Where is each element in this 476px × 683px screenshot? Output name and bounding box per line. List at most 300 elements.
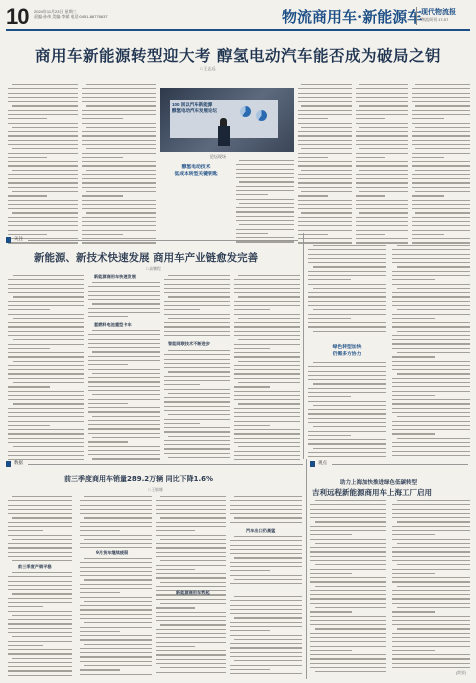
text-line — [8, 365, 84, 366]
text-line — [230, 575, 302, 576]
text-line — [397, 352, 470, 353]
text-line — [356, 118, 385, 119]
text-line — [164, 423, 200, 424]
text-line — [392, 654, 470, 655]
focus-col-4 — [234, 275, 300, 460]
text-line — [238, 403, 300, 404]
column-divider — [303, 233, 304, 459]
text-line — [156, 663, 226, 664]
text-line — [392, 421, 470, 422]
text-line — [88, 450, 160, 451]
text-line — [301, 191, 352, 192]
text-line — [397, 628, 470, 629]
text-line — [12, 105, 78, 106]
text-line — [230, 600, 302, 601]
text-line — [392, 646, 470, 647]
text-line — [88, 399, 160, 400]
text-line — [412, 195, 444, 196]
section-rule — [28, 464, 303, 465]
text-line — [234, 292, 300, 293]
text-line — [164, 279, 230, 280]
text-line — [8, 165, 78, 166]
text-line — [315, 564, 386, 565]
text-line — [8, 619, 72, 620]
text-line — [412, 153, 470, 154]
text-line — [8, 322, 84, 323]
text-line — [13, 339, 84, 340]
text-line — [156, 547, 226, 548]
text-line — [310, 603, 386, 604]
text-line — [356, 93, 408, 94]
text-line — [308, 396, 351, 397]
text-line — [160, 560, 226, 561]
text-line — [313, 426, 386, 427]
text-line — [392, 633, 470, 634]
text-line — [238, 361, 300, 362]
text-line — [298, 208, 352, 209]
text-line — [412, 204, 470, 205]
text-line — [310, 556, 386, 557]
text-line — [88, 299, 160, 300]
text-line — [234, 557, 302, 558]
text-line — [234, 438, 300, 439]
text-line — [156, 633, 226, 634]
text-line — [236, 207, 294, 208]
text-line — [88, 339, 160, 340]
text-line — [13, 296, 84, 297]
text-line — [310, 530, 386, 531]
text-line — [84, 622, 152, 623]
text-line — [8, 356, 84, 357]
text-line — [415, 105, 470, 106]
text-line — [308, 435, 351, 436]
text-line — [298, 114, 352, 115]
text-line — [12, 560, 72, 561]
text-line — [80, 652, 152, 653]
text-line — [310, 624, 386, 625]
text-line — [8, 451, 84, 452]
text-line — [230, 553, 302, 554]
text-line — [397, 543, 470, 544]
text-line — [310, 654, 386, 655]
text-line — [8, 88, 78, 89]
text-line — [298, 225, 352, 226]
text-line — [236, 211, 294, 212]
text-line — [156, 607, 195, 608]
text-line — [356, 144, 408, 145]
text-line — [397, 586, 470, 587]
text-line — [308, 409, 386, 410]
text-line — [8, 140, 78, 141]
text-line — [82, 178, 156, 179]
text-line — [298, 153, 352, 154]
text-line — [236, 173, 294, 174]
text-line — [392, 262, 470, 263]
text-line — [392, 442, 470, 443]
text-line — [156, 672, 226, 673]
text-line — [412, 101, 470, 102]
text-line — [308, 314, 386, 315]
text-line — [230, 509, 302, 510]
podium — [218, 126, 230, 146]
text-line — [8, 208, 78, 209]
text-line — [92, 394, 160, 395]
text-line — [392, 504, 470, 505]
text-line — [8, 598, 72, 599]
text-line — [8, 455, 84, 456]
text-line — [356, 242, 408, 243]
text-line — [12, 517, 72, 518]
text-line — [164, 331, 230, 332]
text-line — [8, 395, 84, 396]
text-line — [164, 401, 230, 402]
text-line — [12, 170, 78, 171]
text-line — [230, 605, 302, 606]
text-line — [12, 615, 72, 616]
section-label-text: 关注 — [14, 236, 23, 241]
text-line — [92, 351, 160, 352]
text-line — [156, 552, 226, 553]
text-line — [8, 429, 84, 430]
text-line — [356, 135, 408, 136]
text-line — [86, 148, 156, 149]
text-line — [392, 590, 470, 591]
text-line — [412, 161, 470, 162]
text-line — [356, 88, 408, 89]
text-line — [84, 579, 152, 580]
text-line — [8, 131, 78, 132]
text-line — [92, 330, 160, 331]
text-line — [236, 229, 294, 230]
text-line — [298, 144, 352, 145]
text-line — [230, 673, 302, 674]
photo-screen-text: 100 回以汽车新能源 醇氢电动汽车发展论坛 — [172, 102, 217, 113]
text-line — [8, 348, 50, 349]
text-line — [8, 581, 72, 582]
section-marker — [6, 237, 11, 243]
pie-graphic — [240, 106, 251, 117]
text-line — [415, 212, 470, 213]
text-line — [13, 382, 84, 383]
text-line — [359, 170, 408, 171]
text-line — [168, 318, 230, 319]
data-byline: □ 王敏娜 — [148, 488, 163, 492]
text-line — [356, 234, 385, 235]
text-line — [164, 419, 230, 420]
text-line — [412, 178, 470, 179]
text-line — [412, 187, 470, 188]
text-line — [412, 165, 470, 166]
text-line — [230, 622, 302, 623]
text-line — [392, 348, 470, 349]
text-line — [88, 364, 128, 365]
text-line — [156, 509, 226, 510]
text-line — [8, 606, 43, 607]
text-line — [308, 431, 386, 432]
text-line — [80, 505, 152, 506]
text-line — [412, 174, 470, 175]
text-line — [82, 200, 156, 201]
text-line — [238, 275, 300, 276]
text-line — [82, 118, 123, 119]
text-line — [230, 613, 302, 614]
text-line — [92, 416, 160, 417]
text-line — [392, 322, 470, 323]
text-line — [84, 601, 152, 602]
text-line — [164, 453, 230, 454]
text-line — [8, 344, 84, 345]
text-line — [234, 288, 300, 289]
text-line — [234, 496, 302, 497]
text-line — [412, 157, 444, 158]
text-line — [313, 331, 386, 332]
data-col-2a — [80, 496, 152, 548]
lead-col-2 — [82, 84, 156, 244]
text-line — [8, 442, 84, 443]
text-line — [234, 455, 300, 456]
text-line — [397, 607, 470, 608]
text-line — [88, 295, 160, 296]
text-line — [82, 140, 156, 141]
text-line — [84, 644, 152, 645]
text-line — [310, 633, 386, 634]
text-line — [356, 114, 408, 115]
text-line — [412, 93, 470, 94]
text-line — [415, 170, 470, 171]
text-line — [392, 446, 470, 447]
text-line — [8, 93, 78, 94]
photo-caption: 论坛现场 — [210, 154, 226, 159]
text-line — [8, 602, 72, 603]
column-divider — [306, 459, 307, 679]
text-line — [412, 144, 470, 145]
text-line — [310, 517, 386, 518]
text-line — [164, 427, 230, 428]
data-col-1b — [8, 572, 72, 676]
text-line — [230, 652, 302, 653]
text-line — [392, 335, 470, 336]
text-line — [308, 275, 386, 276]
text-line — [88, 360, 160, 361]
data-col-4a — [230, 496, 302, 526]
text-line — [412, 225, 470, 226]
text-line — [168, 414, 230, 415]
text-line — [234, 352, 300, 353]
text-line — [392, 258, 470, 259]
text-line — [164, 288, 230, 289]
text-line — [230, 522, 302, 523]
text-line — [82, 208, 156, 209]
text-line — [359, 127, 408, 128]
text-line — [82, 161, 156, 162]
text-line — [88, 286, 160, 287]
text-line — [80, 609, 152, 610]
text-line — [301, 148, 352, 149]
text-line — [356, 182, 408, 183]
text-line — [397, 438, 470, 439]
text-line — [392, 361, 470, 362]
editor-line: 责编:孙伟 美编:李斌 电话:0451-86776637 — [34, 14, 108, 19]
text-line — [392, 292, 470, 293]
text-line — [80, 656, 152, 657]
text-line — [8, 662, 72, 663]
text-line — [160, 517, 226, 518]
text-line — [298, 195, 328, 196]
text-line — [8, 675, 72, 676]
pull-quote-1: 醇氢电动技术 低成本转型关键钥匙 — [174, 165, 218, 177]
data-sub-2: 前三季度产销平稳 — [18, 564, 52, 569]
text-line — [308, 249, 386, 250]
text-line — [392, 254, 470, 255]
text-line — [92, 437, 160, 438]
text-line — [8, 114, 78, 115]
text-line — [298, 97, 352, 98]
text-line — [164, 440, 230, 441]
text-line — [80, 526, 152, 527]
text-line — [392, 433, 435, 434]
text-line — [8, 153, 78, 154]
text-line — [8, 174, 78, 175]
text-line — [156, 650, 226, 651]
text-line — [168, 436, 230, 437]
text-line — [315, 607, 386, 608]
text-line — [392, 637, 470, 638]
text-line — [84, 539, 152, 540]
text-line — [392, 526, 470, 527]
text-line — [356, 140, 408, 141]
text-line — [160, 496, 226, 497]
text-line — [397, 500, 470, 501]
data-col-3 — [156, 496, 226, 676]
text-line — [8, 438, 84, 439]
text-line — [230, 545, 302, 546]
text-line — [234, 386, 270, 387]
text-line — [82, 230, 156, 231]
section-label-view — [310, 459, 470, 468]
text-line — [8, 576, 72, 577]
text-line — [412, 131, 470, 132]
text-line — [234, 365, 300, 366]
text-line — [8, 335, 84, 336]
text-line — [164, 410, 230, 411]
text-line — [8, 585, 72, 586]
text-line — [301, 84, 352, 85]
text-line — [239, 224, 294, 225]
text-line — [82, 114, 156, 115]
text-line — [234, 309, 270, 310]
view-col-2 — [392, 500, 470, 668]
text-line — [8, 399, 84, 400]
text-line — [310, 513, 386, 514]
text-line — [392, 517, 470, 518]
text-line — [392, 279, 435, 280]
text-line — [310, 658, 386, 659]
text-line — [310, 598, 386, 599]
text-line — [88, 316, 128, 317]
text-line — [308, 292, 386, 293]
right-col-1a — [308, 245, 386, 333]
text-line — [310, 667, 386, 668]
lead-col-1 — [8, 84, 78, 244]
text-line — [8, 369, 84, 370]
text-line — [392, 429, 470, 430]
text-line — [82, 182, 156, 183]
text-line — [88, 428, 160, 429]
text-line — [88, 420, 160, 421]
text-line — [392, 551, 470, 552]
text-line — [298, 182, 352, 183]
text-line — [164, 354, 230, 355]
text-line — [392, 382, 470, 383]
text-line — [415, 127, 470, 128]
text-line — [298, 221, 352, 222]
text-line — [234, 305, 300, 306]
text-line — [310, 650, 352, 651]
text-line — [308, 443, 386, 444]
text-line — [392, 425, 470, 426]
text-line — [82, 144, 156, 145]
text-line — [88, 356, 160, 357]
text-line — [310, 637, 386, 638]
text-line — [156, 642, 226, 643]
text-line — [234, 421, 300, 422]
text-line — [156, 513, 226, 514]
text-line — [308, 296, 386, 297]
text-line — [392, 658, 470, 659]
text-line — [301, 127, 352, 128]
view-headline-1: 助力上海加快推进绿色低碳转型 — [340, 480, 418, 486]
text-line — [8, 641, 72, 642]
text-line — [230, 665, 302, 666]
text-line — [310, 534, 352, 535]
text-line — [164, 444, 230, 445]
text-line — [308, 366, 386, 367]
text-line — [230, 583, 302, 584]
text-line — [8, 535, 72, 536]
text-line — [8, 408, 84, 409]
text-line — [8, 101, 78, 102]
text-line — [156, 599, 226, 600]
text-line — [82, 97, 156, 98]
text-line — [308, 326, 386, 327]
text-line — [236, 164, 294, 165]
text-line — [298, 165, 352, 166]
text-line — [356, 195, 385, 196]
text-line — [236, 220, 294, 221]
text-line — [310, 547, 386, 548]
text-line — [8, 378, 84, 379]
section-label-text: 数据 — [14, 460, 23, 465]
text-line — [313, 245, 386, 246]
text-line — [298, 110, 352, 111]
text-line — [310, 641, 386, 642]
text-line — [80, 605, 152, 606]
text-line — [12, 593, 72, 594]
text-line — [230, 626, 302, 627]
text-line — [234, 536, 302, 537]
text-line — [12, 496, 72, 497]
text-line — [412, 217, 470, 218]
text-line — [88, 433, 160, 434]
text-line — [230, 505, 302, 506]
focus-byline: □ 高鹏程 — [146, 267, 161, 271]
text-line — [156, 573, 226, 574]
text-line — [236, 194, 268, 195]
text-line — [298, 242, 352, 243]
text-line — [310, 569, 386, 570]
data-sub-3: 新能源商用车势起 — [176, 590, 210, 595]
text-line — [86, 84, 156, 85]
